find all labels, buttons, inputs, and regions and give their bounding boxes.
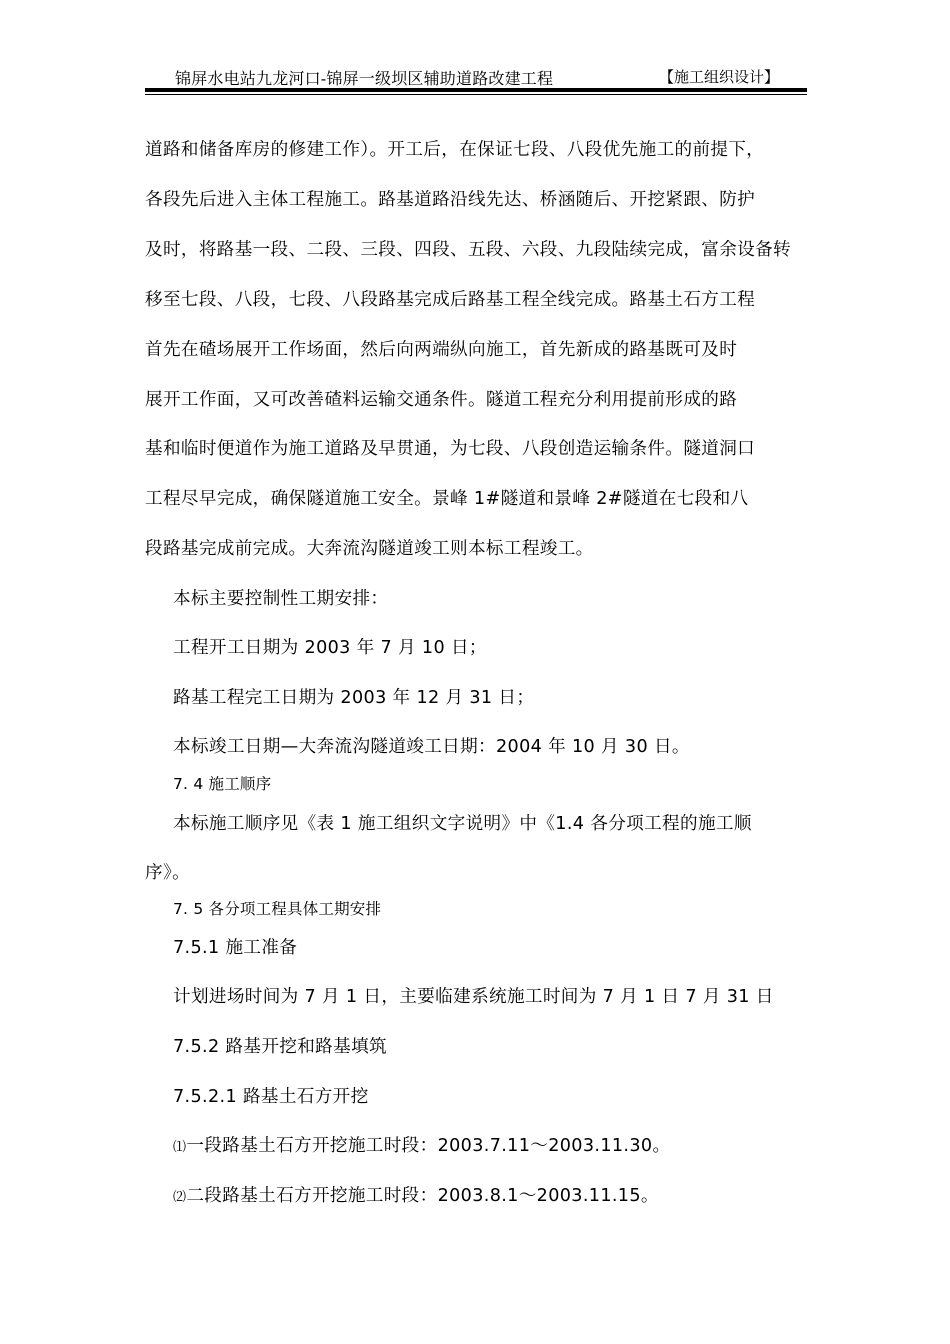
section-heading-7-5-2: 7.5.2 路基开挖和路基填筑 bbox=[173, 1037, 387, 1057]
section-heading-7-5: 7. 5 各分项工程具体工期安排 bbox=[173, 900, 382, 918]
body-line: 及时，将路基一段、二段、三段、四段、五段、六段、九段陆续完成，富余设备转 bbox=[145, 240, 791, 260]
schedule-start: 工程开工日期为 2003 年 7 月 10 日； bbox=[173, 638, 487, 658]
body-line: 展开工作面，又可改善碴料运输交通条件。隧道工程充分利用提前形成的路 bbox=[145, 390, 738, 410]
list-item-text: 二段路基土石方开挖施工时段：2003.8.1～2003.11.15。 bbox=[186, 1186, 659, 1206]
schedule-subgrade: 路基工程完工日期为 2003 年 12 月 31 日； bbox=[173, 688, 535, 708]
section-heading-7-5-2-1: 7.5.2.1 路基土石方开挖 bbox=[173, 1087, 369, 1107]
header-title: 锦屏水电站九龙河口-锦屏一级坝区辅助道路改建工程 bbox=[175, 69, 554, 88]
section-7-5-1-text: 计划进场时间为 7 月 1 日，主要临建系统施工时间为 7 月 1 日 7 月 31 日 bbox=[173, 987, 774, 1007]
header-rule-thick bbox=[145, 88, 807, 92]
header-tag: 【施工组织设计】 bbox=[658, 68, 779, 86]
body-line: 基和临时便道作为施工道路及早贯通，为七段、八段创造运输条件。隧道洞口 bbox=[145, 439, 756, 459]
list-item-number: ⑴ bbox=[173, 1140, 187, 1155]
list-item bbox=[173, 1184, 659, 1210]
list-item bbox=[173, 1134, 670, 1160]
body-line: 道路和储备库房的修建工作）。开工后，在保证七段、八段优先施工的前提下， bbox=[145, 140, 765, 160]
schedule-intro: 本标主要控制性工期安排： bbox=[173, 589, 389, 609]
schedule-finish: 本标竣工日期—大奔流沟隧道竣工日期：2004 年 10 月 30 日。 bbox=[173, 737, 690, 757]
section-7-4-text: 序》。 bbox=[145, 863, 191, 883]
list-item-number: ⑵ bbox=[173, 1190, 187, 1205]
section-7-4-text: 本标施工顺序见《表 1 施工组织文字说明》中《1.4 各分项工程的施工顺 bbox=[173, 814, 752, 834]
body-line: 段路基完成前完成。大奔流沟隧道竣工则本标工程竣工。 bbox=[145, 539, 594, 559]
page-header bbox=[145, 64, 807, 88]
header-rule-thin bbox=[145, 94, 807, 95]
body-line: 首先在碴场展开工作场面，然后向两端纵向施工，首先新成的路基既可及时 bbox=[145, 340, 738, 360]
body-line: 工程尽早完成，确保隧道施工安全。景峰 1#隧道和景峰 2#隧道在七段和八 bbox=[145, 489, 749, 509]
list-item-text: 一段路基土石方开挖施工时段：2003.7.11～2003.11.30。 bbox=[186, 1136, 671, 1156]
body-line: 移至七段、八段，七段、八段路基完成后路基工程全线完成。路基土石方工程 bbox=[145, 290, 756, 310]
section-heading-7-5-1: 7.5.1 施工准备 bbox=[173, 938, 298, 958]
section-heading-7-4: 7. 4 施工顺序 bbox=[173, 775, 272, 793]
body-line: 各段先后进入主体工程施工。路基道路沿线先达、桥涵随后、开挖紧跟、防护 bbox=[145, 190, 756, 210]
